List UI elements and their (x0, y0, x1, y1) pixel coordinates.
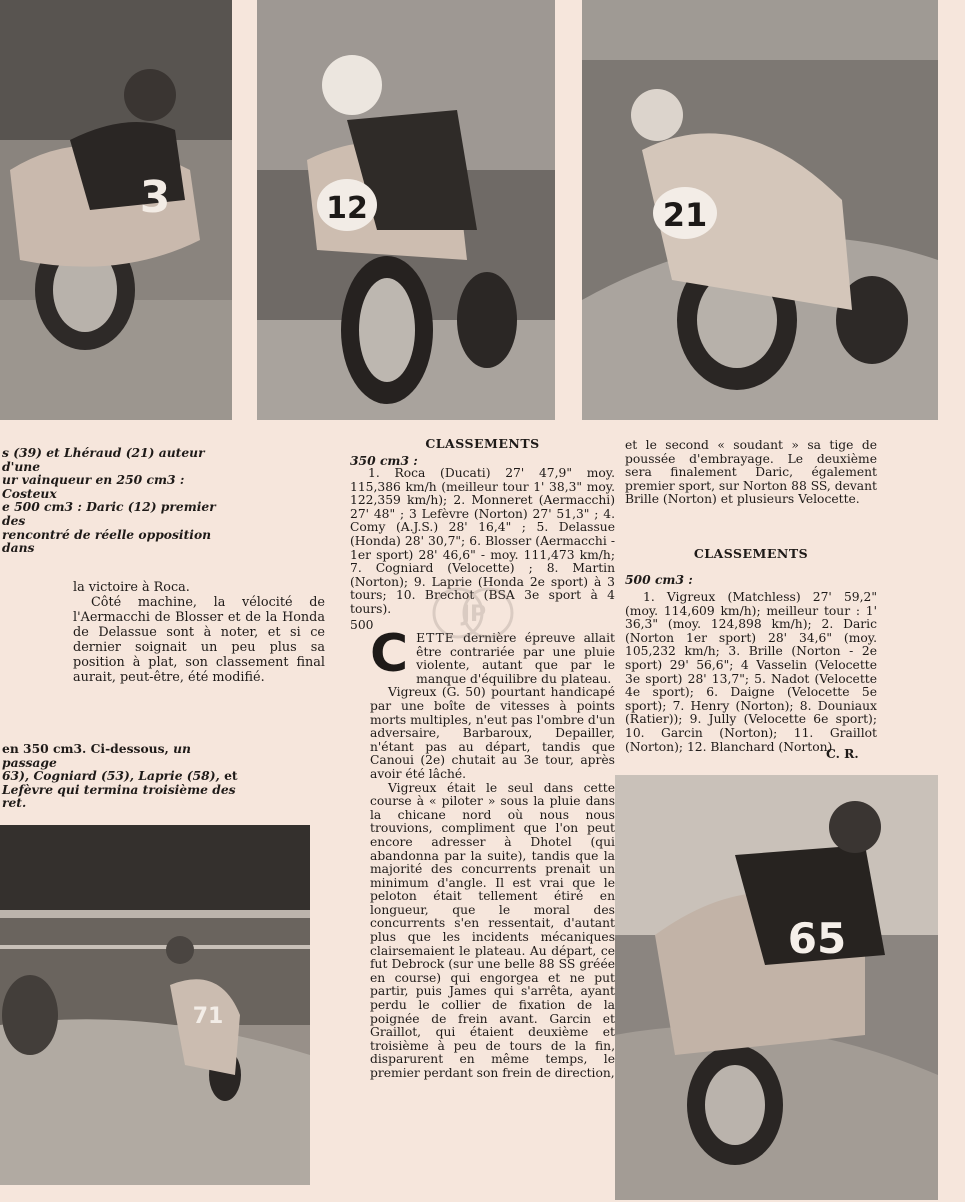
watermark-text: JP (461, 602, 487, 627)
paragraph: la victoire à Roca. (73, 580, 190, 595)
photo-rider-65 (615, 775, 938, 1200)
caption-line: Lefèvre qui termina troisième des (2, 781, 236, 797)
signature: C. R. (826, 746, 859, 761)
caption-text: et (219, 768, 238, 784)
caption-top (2, 446, 242, 555)
results-text: 1. Roca (Ducati) 27' 47,9" moy. 115,386 km/h (meilleur tour 1' 38,3" moy. 122,359 km/h); 2. Monneret (Aermacchi) 27' 48" ; 3 Lefèvre (Norton) 27' 51,3" ; 4. Comy (A.J.S.) 28' 16,4" ; 5. Delassue (Honda) 28' 30,7"; 6. Blosser (Aermacchi - 1er sport) 28' 46,6" - moy. 111,473 km/h; 7. Cogniard (Velocette) ; 8. Martin (Norton); 9. Laprie (Honda 2e sport) à 3 tours; 10. Brechot (BSA 3e sport à 4 tours). (350, 466, 615, 616)
photo-number: 65 (787, 914, 847, 963)
photo-rider-21 (582, 0, 938, 420)
intro-text: dernière épreuve allait être contrariée par une pluie violente, autant que par le manque d'équilibre du plateau. (416, 631, 615, 686)
caption-line: ur vainqueur en 250 cm3 : Costeux (2, 472, 185, 501)
photo-rider-71 (0, 825, 310, 1185)
paragraph: et le second « soudant » sa tige de poussée d'embrayage. Le deuxième sera finalement Daric, également premier sport, sur Norton 88 SS, devant Brille (Norton) et plusieurs Velocette. (625, 438, 877, 507)
photo-number: 21 (662, 196, 708, 234)
classements-heading-500: CLASSEMENTS (693, 546, 809, 561)
category-label-500: 500 cm3 : (625, 572, 693, 587)
watermark-logo (430, 585, 516, 641)
photo-rider-12 (257, 0, 555, 420)
results-text: 1. Vigreux (Matchless) 27' 59,2" (moy. 114,609 km/h); meilleur tour : 1' 36,3" (moy. 124,898 km/h); 2. Daric (Norton 1er sport) 28' 34,6" (moy. 105,232 km/h; 3. Brille (Norton - 2e sport) 29' 56,6"; 4 Vasselin (Velocette 3e sport) 28' 13,7"; 5. Nadot (Velocette 4e sport); 6. Daigne (Velocette 5e sport); 7. Henry (Norton); 8. Douniaux (Ratier)); 9. Jully (Velocette 6e sport); 10. Garcin (Norton); 11. Graillot (Norton); 12. Blanchard (Norton). (625, 590, 877, 754)
photo-number: 3 (139, 172, 171, 223)
classements-heading-350: CLASSEMENTS (425, 436, 540, 451)
category-label-350: 350 cm3 : (350, 453, 418, 468)
column-3-text (625, 439, 877, 507)
section-label-500: 500 (350, 618, 374, 632)
photo-number: 12 (326, 191, 368, 226)
caption-line: e 500 cm3 : Daric (12) premier des (2, 499, 216, 528)
caption-line: s (39) et Lhéraud (21) auteur d'une (2, 445, 205, 474)
column-2-article (370, 624, 615, 1081)
caption-text: en 350 cm3. Ci-dessous, (2, 741, 174, 756)
paragraph: Vigreux (G. 50) pourtant handicapé par une boîte de vitesses à points morts multiples, n'eut pas l'ombre d'un adversaire, Barbaroux, Depailler, n'étant pas au départ, tandis que Canoui (2e) chutait au 3e tour, après avoir été lâché. (370, 685, 615, 781)
column-1-text (73, 580, 325, 685)
caption-line: rencontré de réelle opposition dans (2, 526, 212, 556)
caption-mid (2, 742, 247, 810)
paragraph: Vigreux était le seul dans cette course à « piloter » sous la pluie dans la chicane nord où nous nous trouvions, compliment que l'on peut encore adresser à Dhotel (qui abandonna par la suite), tandis que la majorité des concurrents prenait un minimum d'angle. Il est vrai que le peloton était tellement étiré en longueur, que le moral des concurrents s'en ressentait, d'autant plus que les incidents mécaniques clairsemaient le plateau. Au départ, ce fut Debrock (sur une belle 88 SS gréée en course) qui engorgea et ne put partir, puis James qui s'arrêta, ayant perdu le collier de fixation de la poignée de frein avant. Garcin et Graillot, qui étaient deuxième et troisième à peu de tours de la fin, disparurent en même temps, le premier perdant son frein de direction, (370, 780, 615, 1080)
photo-rider-3 (0, 0, 232, 420)
paragraph: Côté machine, la vélocité de l'Aermacchi de Blosser et de la Honda de Delassue sont à noter, et si ce dernier soignait un peu plus sa position à plat, son classement final aurait, peut-être, été modifié. (73, 595, 325, 685)
caption-text: un passage (2, 741, 191, 770)
caption-line: ret. (2, 795, 27, 811)
intro-caps: ETTE (416, 631, 455, 645)
drop-cap: C (370, 624, 409, 684)
caption-text: 63), Cogniard (53), Laprie (58), (2, 768, 220, 784)
results-500 (625, 591, 877, 754)
photo-number: 71 (192, 1004, 224, 1029)
